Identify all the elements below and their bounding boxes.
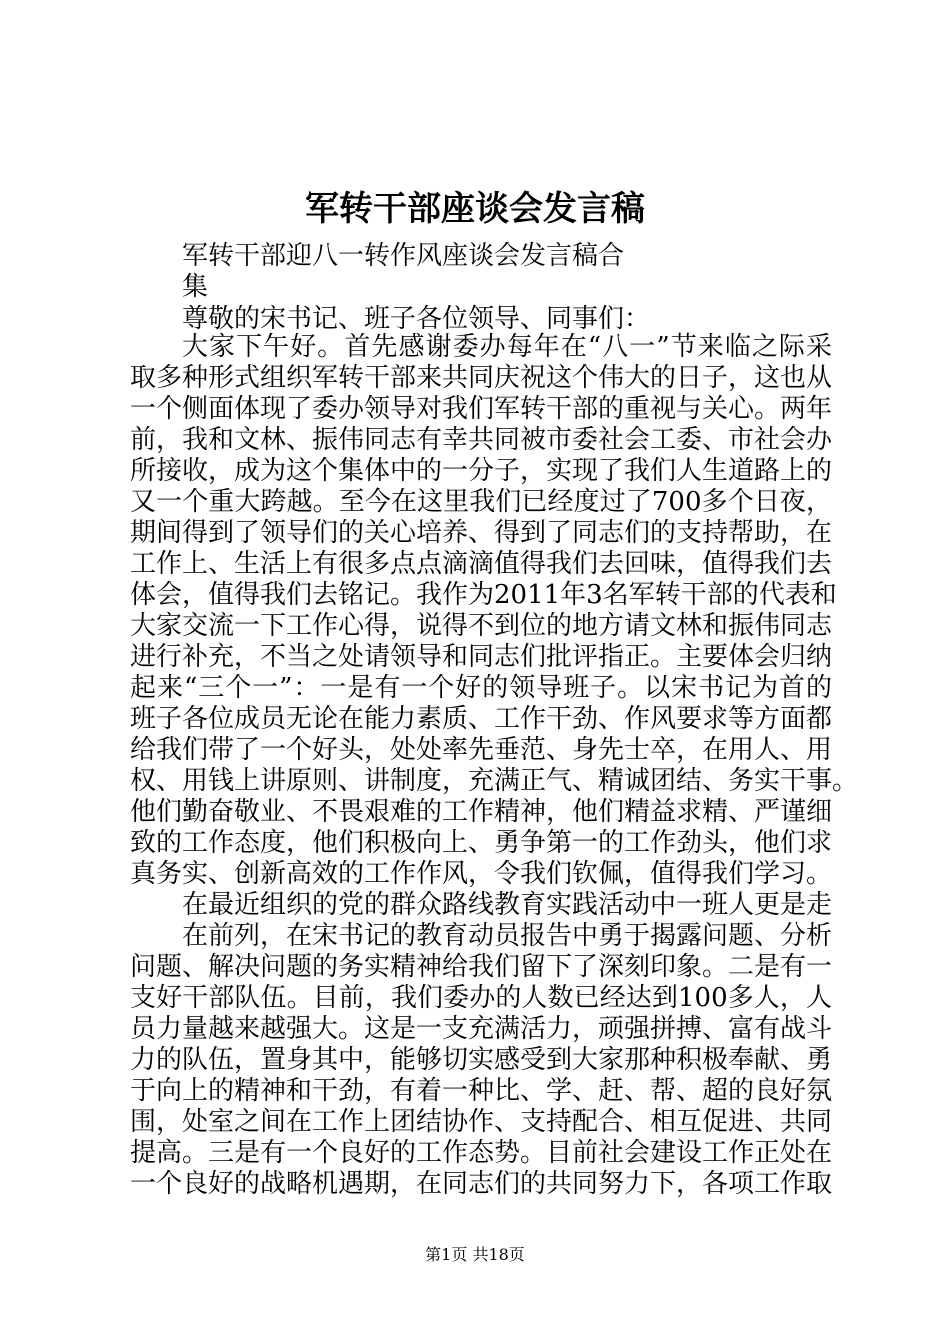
body-line: 大家交流一下工作心得，说得不到位的地方请文林和振伟同志 xyxy=(130,611,833,641)
body-line: 起来“三个一”：一是有一个好的领导班子。以宋书记为首的 xyxy=(130,673,832,703)
body-line: 在前列，在宋书记的教育动员报告中勇于揭露问题、分析 xyxy=(182,921,833,951)
body-line: 支好干部队伍。目前，我们委办的人数已经达到100多人，人 xyxy=(130,983,832,1013)
body-line: 又一个重大跨越。至今在这里我们已经度过了700多个日夜， xyxy=(130,487,832,517)
body-line: 所接收，成为这个集体中的一分子，实现了我们人生道路上的 xyxy=(130,456,833,486)
body-line: 致的工作态度，他们积极向上、勇争第一的工作劲头，他们求 xyxy=(130,828,833,858)
body-line: 工作上、生活上有很多点点滴滴值得我们去回味，值得我们去 xyxy=(130,549,833,579)
body-line: 给我们带了一个好头，处处率先垂范、身先士卒，在用人、用 xyxy=(130,735,833,765)
body-line: 一个侧面体现了委办领导对我们军转干部的重视与关心。两年 xyxy=(130,394,833,424)
body-line: 进行补充，不当之处请领导和同志们批评指正。主要体会归纳 xyxy=(130,642,833,672)
page-footer: 第1页 共18页 xyxy=(425,1245,525,1264)
body-line: 员力量越来越强大。这是一支充满活力，顽强拼搏、富有战斗 xyxy=(130,1014,833,1044)
page-title: 军转干部座谈会发言稿 xyxy=(305,189,645,229)
body-line: 力的队伍，置身其中，能够切实感受到大家那种积极奉献、勇 xyxy=(130,1045,833,1075)
body-line: 集 xyxy=(182,272,209,302)
body-line: 真务实、创新高效的工作作风，令我们钦佩，值得我们学习。 xyxy=(130,859,833,889)
body-line: 大家下午好。首先感谢委办每年在“八一”节来临之际采 xyxy=(182,332,832,362)
body-line: 提高。三是有一个良好的工作态势。目前社会建设工作正处在 xyxy=(130,1138,833,1168)
body-line: 班子各位成员无论在能力素质、工作干劲、作风要求等方面都 xyxy=(130,704,833,734)
body-line: 问题、解决问题的务实精神给我们留下了深刻印象。二是有一 xyxy=(130,952,833,982)
body-line: 一个良好的战略机遇期，在同志们的共同努力下，各项工作取 xyxy=(130,1169,833,1199)
body-line: 于向上的精神和干劲，有着一种比、学、赶、帮、超的良好氛 xyxy=(130,1076,833,1106)
body-line: 体会，值得我们去铭记。我作为2011年3名军转干部的代表和 xyxy=(130,580,837,610)
body-line: 军转干部迎八一转作风座谈会发言稿合 xyxy=(182,241,625,271)
body-line: 取多种形式组织军转干部来共同庆祝这个伟大的日子，这也从 xyxy=(130,363,833,393)
body-line: 围，处室之间在工作上团结协作、支持配合、相互促进、共同 xyxy=(130,1107,833,1137)
body-line: 尊敬的宋书记、班子各位领导、同事们： xyxy=(182,304,651,334)
body-line: 期间得到了领导们的关心培养、得到了同志们的支持帮助，在 xyxy=(130,518,833,548)
body-line: 他们勤奋敬业、不畏艰难的工作精神，他们精益求精、严谨细 xyxy=(130,797,833,827)
body-line: 权、用钱上讲原则、讲制度，充满正气、精诚团结、务实干事。 xyxy=(130,766,859,796)
body-line: 在最近组织的党的群众路线教育实践活动中一班人更是走 xyxy=(182,890,833,920)
body-line: 前，我和文林、振伟同志有幸共同被市委社会工委、市社会办 xyxy=(130,425,833,455)
